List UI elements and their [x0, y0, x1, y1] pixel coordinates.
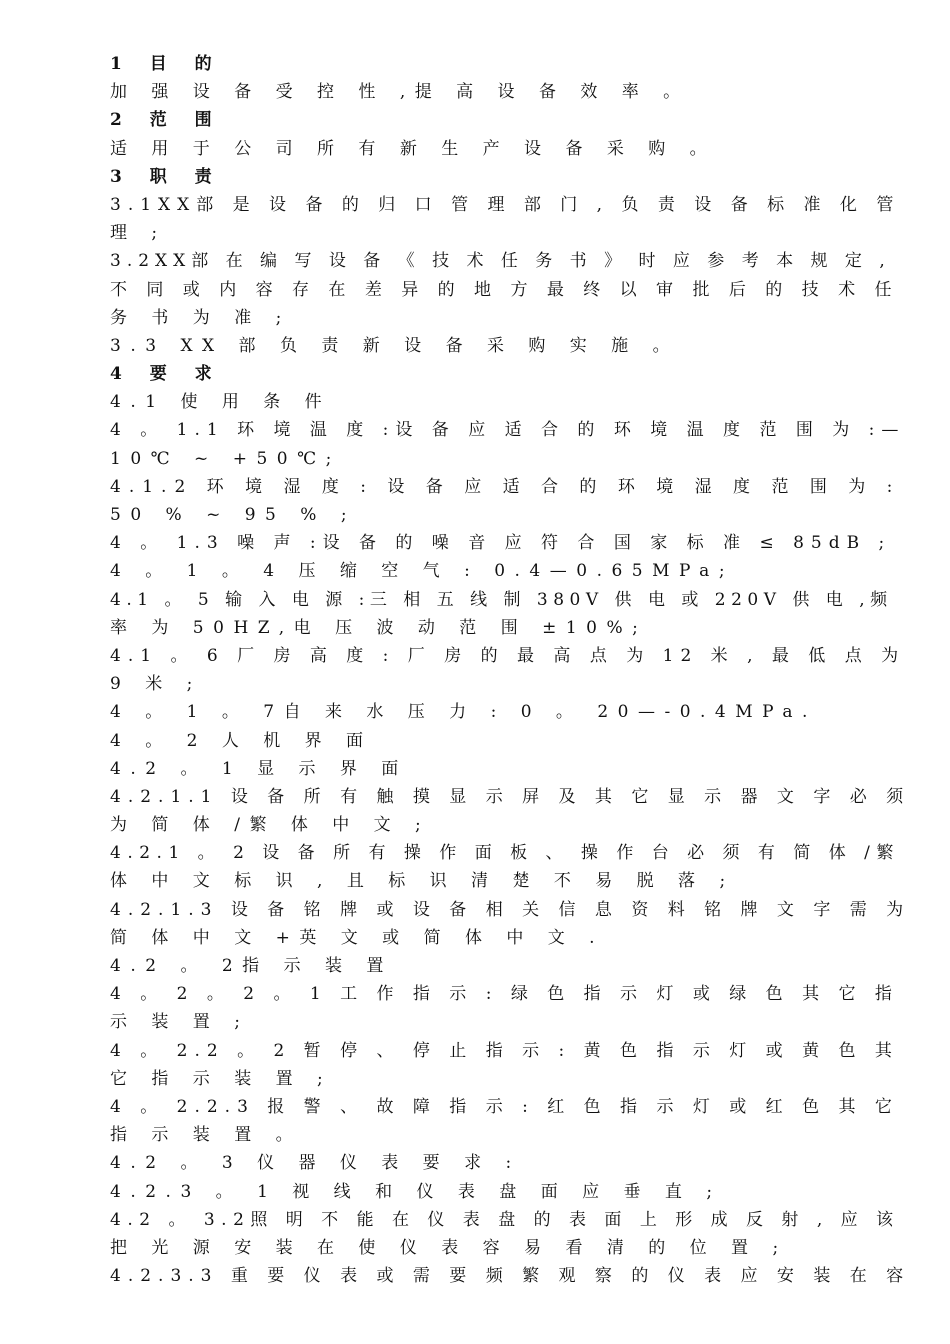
- document-line: 4 。 1.1 环 境 温 度 :设 备 应 适 合 的 环 境 温 度 范 围 为 :—: [110, 420, 906, 441]
- document-line: 4 。 2 。 2 。 1 工 作 指 示 : 绿 色 指 示 灯 或 绿 色 其 它 指: [110, 984, 899, 1005]
- document-line: 适 用 于 公 司 所 有 新 生 产 设 备 采 购 。: [110, 138, 717, 159]
- document-line: 4.2 。 3 仪 器 仪 表 要 求 :: [110, 1153, 521, 1174]
- document-line: 务 书 为 准 ;: [110, 307, 291, 328]
- document-line: 4.1 。 6 厂 房 高 度 : 厂 房 的 最 高 点 为 12 米 , 最 低 点 为: [110, 645, 906, 666]
- document-line: 加 强 设 备 受 控 性 ,提 高 设 备 效 率 。: [110, 82, 690, 103]
- document-line: 简 体 中 文 +英 文 或 简 体 中 文 .: [110, 927, 605, 948]
- section-heading: 2 范 围: [110, 110, 223, 131]
- document-line: 4.1 。 5 输 入 电 源 :三 相 五 线 制 380V 供 电 或 220V 供 电 ,频: [110, 589, 893, 610]
- document-line: 4.2 。 1 显 示 界 面: [110, 758, 408, 779]
- section-heading: 4 要 求: [110, 364, 223, 385]
- document-line: 4 。 1 。 7自 来 水 压 力 : 0 。 20—-0.4MPa.: [110, 702, 817, 723]
- section-heading: 3 职 责: [110, 166, 223, 187]
- document-line: 4.2.3.3 重 要 仪 表 或 需 要 频 繁 观 察 的 仪 表 应 安 装 在 容: [110, 1266, 911, 1287]
- document-body: [110, 50, 911, 1290]
- document-line: 它 指 示 装 置 ;: [110, 1068, 333, 1089]
- document-line: 3.3 XX 部 负 责 新 设 备 采 购 实 施 。: [110, 335, 680, 356]
- document-line: 4.2 。 3.2照 明 不 能 在 仪 表 盘 的 表 面 上 形 成 反 射 , 应 该: [110, 1209, 900, 1230]
- document-line: 指 示 装 置 。: [110, 1125, 303, 1146]
- section-heading: 1 目 的: [110, 54, 223, 74]
- document-line: 不 同 或 内 容 存 在 差 异 的 地 方 最 终 以 审 批 后 的 技 术 任: [110, 279, 899, 300]
- document-line: 示 装 置 ;: [110, 1012, 250, 1033]
- document-line: 4.2.1.3 设 备 铭 牌 或 设 备 相 关 信 息 资 料 铭 牌 文 字 需 为: [110, 899, 911, 920]
- document-line: 4.2 。 2指 示 装 置: [110, 956, 393, 976]
- document-line: 9 米 ;: [110, 674, 202, 695]
- document-line: 4.2.3 。 1 视 线 和 仪 表 盘 面 应 垂 直 ;: [110, 1181, 722, 1202]
- document-line: 理 ;: [110, 223, 167, 244]
- document-line: 3.2XX部 在 编 写 设 备 《 技 术 任 务 书 》 时 应 参 考 本 规 定 ,: [110, 251, 891, 272]
- document-line: 4 。 2 人 机 界 面: [110, 730, 373, 751]
- document-line: 把 光 源 安 装 在 使 仪 表 容 易 看 清 的 位 置 ;: [110, 1237, 788, 1258]
- document-line: 为 简 体 /繁 体 中 文 ;: [110, 815, 431, 836]
- document-line: 4 。 2.2 。 2 暂 停 、 停 止 指 示 : 黄 色 指 示 灯 或 黄 色 其: [110, 1040, 899, 1061]
- document-line: 率 为 50HZ,电 压 波 动 范 围 ±10%;: [110, 617, 648, 638]
- document-line: 3.1XX部 是 设 备 的 归 口 管 理 部 门 , 负 责 设 备 标 准 化 管: [110, 194, 901, 215]
- document-line: 4.2.1 。 2 设 备 所 有 操 作 面 板 、 操 作 台 必 须 有 简 体 /繁: [110, 843, 900, 864]
- document-line: 体 中 文 标 识 , 且 标 识 清 楚 不 易 脱 落 ;: [110, 871, 735, 892]
- document-line: 4.2.1.1 设 备 所 有 触 摸 显 示 屏 及 其 它 显 示 器 文 字 必 须: [110, 786, 911, 807]
- document-line: 50 % ~ 95 % ;: [110, 505, 357, 525]
- document-line: 4.1.2 环 境 湿 度 : 设 备 应 适 合 的 环 境 湿 度 范 围 为 :: [110, 476, 901, 497]
- document-line: 4 。 1.3 噪 声 :设 备 的 噪 音 应 符 合 国 家 标 准 ≤ 85dB ;: [110, 533, 892, 554]
- document-line: 4 。 2.2.3 报 警 、 故 障 指 示 : 红 色 指 示 灯 或 红 色 其 它: [110, 1096, 899, 1117]
- document-line: 4.1 使 用 条 件: [110, 392, 332, 413]
- document-line: 10℃ ~ +50℃;: [110, 448, 341, 469]
- document-line: 4 。 1 。 4 压 缩 空 气 : 0.4—0.65MPa;: [110, 561, 735, 582]
